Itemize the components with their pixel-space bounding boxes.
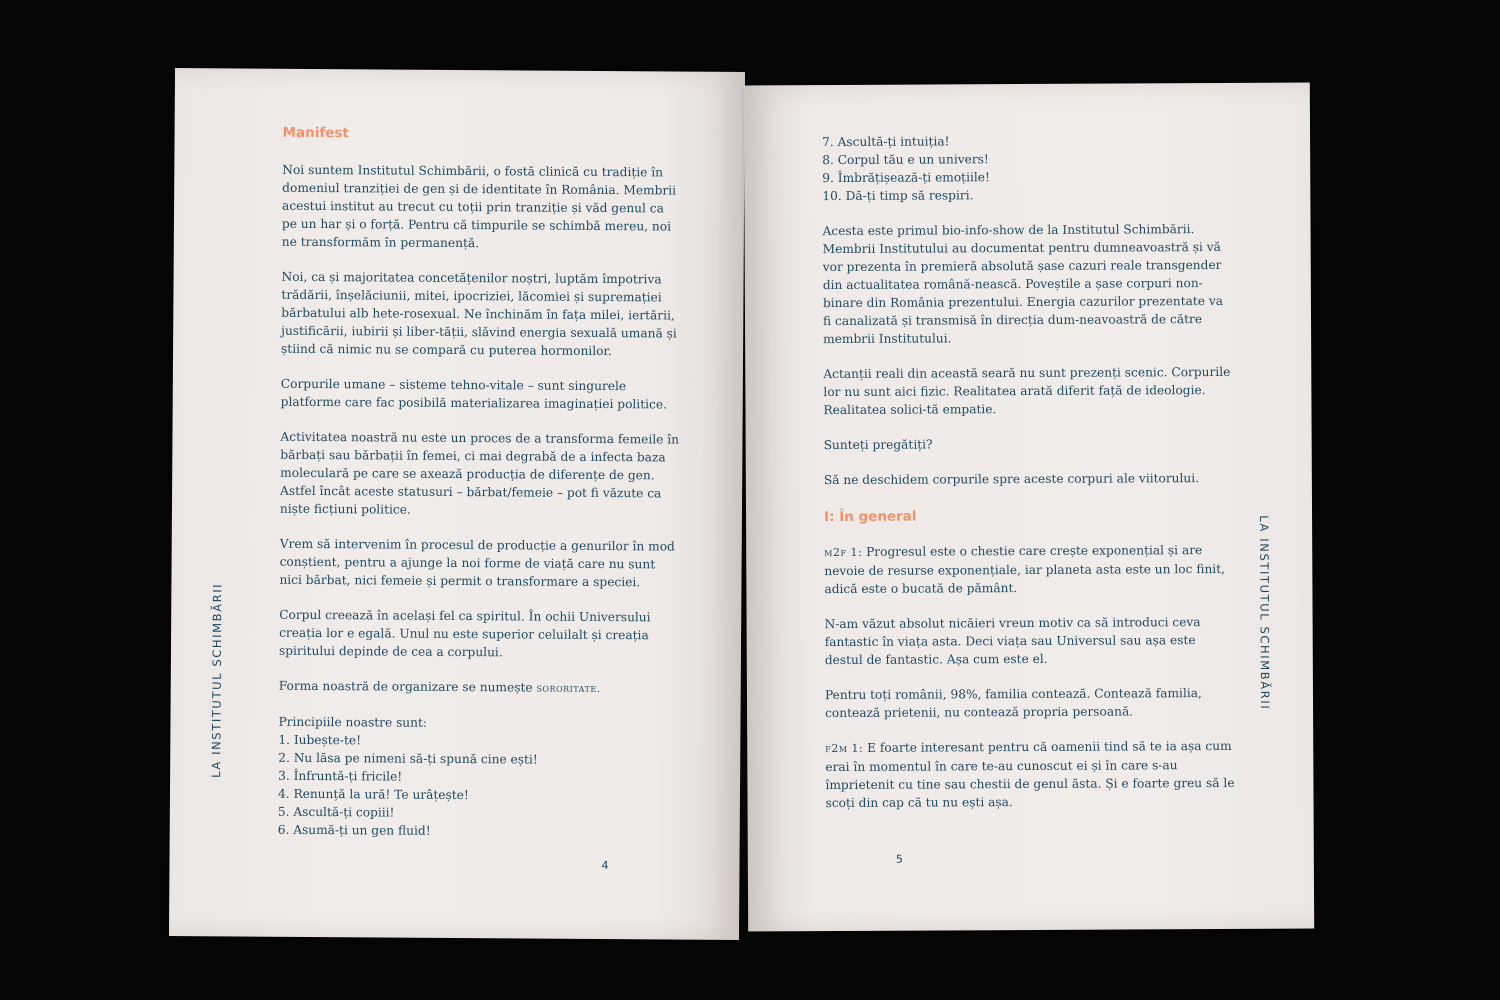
paragraph: Să ne deschidem corpurile spre aceste corpuri ale viitorului.: [823, 471, 1200, 488]
list-item: 3. Înfruntă-ți fricile!: [278, 768, 403, 784]
list-item: 9. Îmbrățișează-ți emoțiile!: [822, 170, 990, 186]
paragraph: Vrem să intervenim în procesul de producție a genurilor în mod conștient, pentru a ajunge la noi forme de viață care nu sunt nici bărbat, nici femeie și permit o transformare a speciei.: [279, 536, 675, 590]
list-item: 5. Ascultă-ți copiii!: [277, 804, 395, 820]
paragraph: Corpurile umane – sisteme tehno-vitale – sunt singurele platforme care fac posibilă materializarea imaginației politice.: [280, 376, 667, 412]
paragraph: Acesta este primul bio-info-show de la Institutul Schimbării. Membrii Institutului au documentat pentru dumneavoastră și vă vor prezenta în premieră absolută șase cazuri reale transgender din actualitatea română-nească. Poveștile a șase corpuri non-binare din România prezentului. Energia cazurilor prezentate va fi canalizată și transmisă în direcția dum-neavoastră de către membrii Institutului.: [822, 222, 1224, 347]
m2f-paragraph: [824, 541, 1236, 598]
list-item: 1. Iubește-te!: [278, 732, 362, 748]
manifest-body: [278, 161, 683, 842]
right-body: [822, 131, 1234, 506]
list-item: 8. Corpul tău e un univers!: [822, 152, 989, 168]
list-item: 2. Nu lăsa pe nimeni să-ți spună cine ești!: [278, 750, 538, 767]
list-item: 6. Asumă-ți un gen fluid!: [277, 822, 431, 838]
speaker-text: Progresul este o chestie care crește exponențial și are nevoie de resurse exponențiale, iar planeta asta este un loc finit, adică este o bucată de pământ.: [824, 543, 1225, 597]
left-page: [169, 68, 745, 940]
interview-body: [824, 541, 1237, 829]
list-item: 4. Renunță la ură! Te urâțește!: [277, 786, 469, 803]
paragraph: Noi suntem Institutul Schimbării, o fostă clinică cu tradiție în domeniul tranziției de gen și de identitate în România. Membrii acestui institut au trecut cu toții prin tranziție și văd genul ca pe un har și o forță. Pentru că timpurile se schimbă mereu, noi ne transformăm în permanență.: [281, 162, 677, 251]
right-page: [744, 83, 1314, 932]
paragraph: N-am văzut absolut nicăieri vreun motiv ca să introduci ceva fantastic în viața asta. Deci viața sau Universul sau așa este destul de fantastic. Așa cum este el.: [824, 615, 1201, 668]
speaker-text: E foarte interesant pentru că oamenii tind să te ia așa cum erai în momentul în care te-au cunoscut ei și în care s-au împrietenit cu tine sau chestii de genul ăsta. Și e foarte greu să le scoți din cap că tu nu ești așa.: [825, 738, 1235, 811]
page-number: 4: [601, 859, 609, 873]
section-heading: I: În general: [824, 508, 917, 526]
paragraph: Sunteți pregătiți?: [823, 437, 933, 453]
f2m-paragraph: [825, 737, 1237, 812]
principles-intro: Principiile noastre sunt:: [278, 714, 428, 730]
page-number: 5: [895, 852, 903, 866]
side-running-title: LA INSTITUTUL SCHIMBĂRII: [209, 582, 225, 778]
principles-list: [278, 731, 679, 842]
paragraph: Actanții reali din această seară nu sunt prezenți scenic. Corpurile lor nu sunt aici fizic. Realitatea arată diferit față de ideologie. Realitatea solici-tă empatie.: [823, 364, 1231, 418]
organization-term: sororitate.: [536, 681, 601, 696]
paragraph: Noi, ca și majoritatea concetățenilor noștri, luptăm împotriva trădării, înșelăciunii, mitei, ipocriziei, lăcomiei și supremației bărbatului alb hete-rosexual. Ne închinăm în fața milei, iertării, justificării, iubirii și liber-tății, slăvind energia sexuală umană și știind că nimic nu se compară cu puterea hormonilor.: [281, 269, 677, 359]
paragraph: Activitatea noastră nu este un proces de a transforma femeile în bărbați sau bărbații în femei, ci mai degrabă de a infecta baza moleculară pe care se axează producția de diferențe de gen. Astfel încât aceste statusuri – bărbat/femeie – pot fi văzute ca niște ficțiuni politice.: [279, 429, 680, 517]
side-running-title: LA INSTITUTUL SCHIMBĂRII: [1257, 515, 1273, 711]
manifest-heading: Manifest: [282, 124, 349, 142]
organization-line: [279, 677, 679, 699]
organization-prefix: Forma noastră de organizare se numește: [278, 678, 533, 695]
list-item: 10. Dă-ți timp să respiri.: [822, 188, 974, 204]
list-item: 7. Ascultă-ți intuiția!: [822, 134, 950, 150]
speaker-label: m2f 1:: [824, 545, 863, 560]
paragraph: Pentru toți românii, 98%, familia contează. Contează familia, contează prietenii, nu contează propria persoană.: [824, 686, 1202, 721]
paragraph: Corpul creează în același fel ca spiritul. În ochii Universului creația lor e egală. Unul nu este superior celuilalt și creația spiritului depinde de cea a corpului.: [278, 607, 651, 660]
speaker-label: f2m 1:: [825, 741, 864, 756]
principles-list-continued: [822, 131, 1232, 205]
